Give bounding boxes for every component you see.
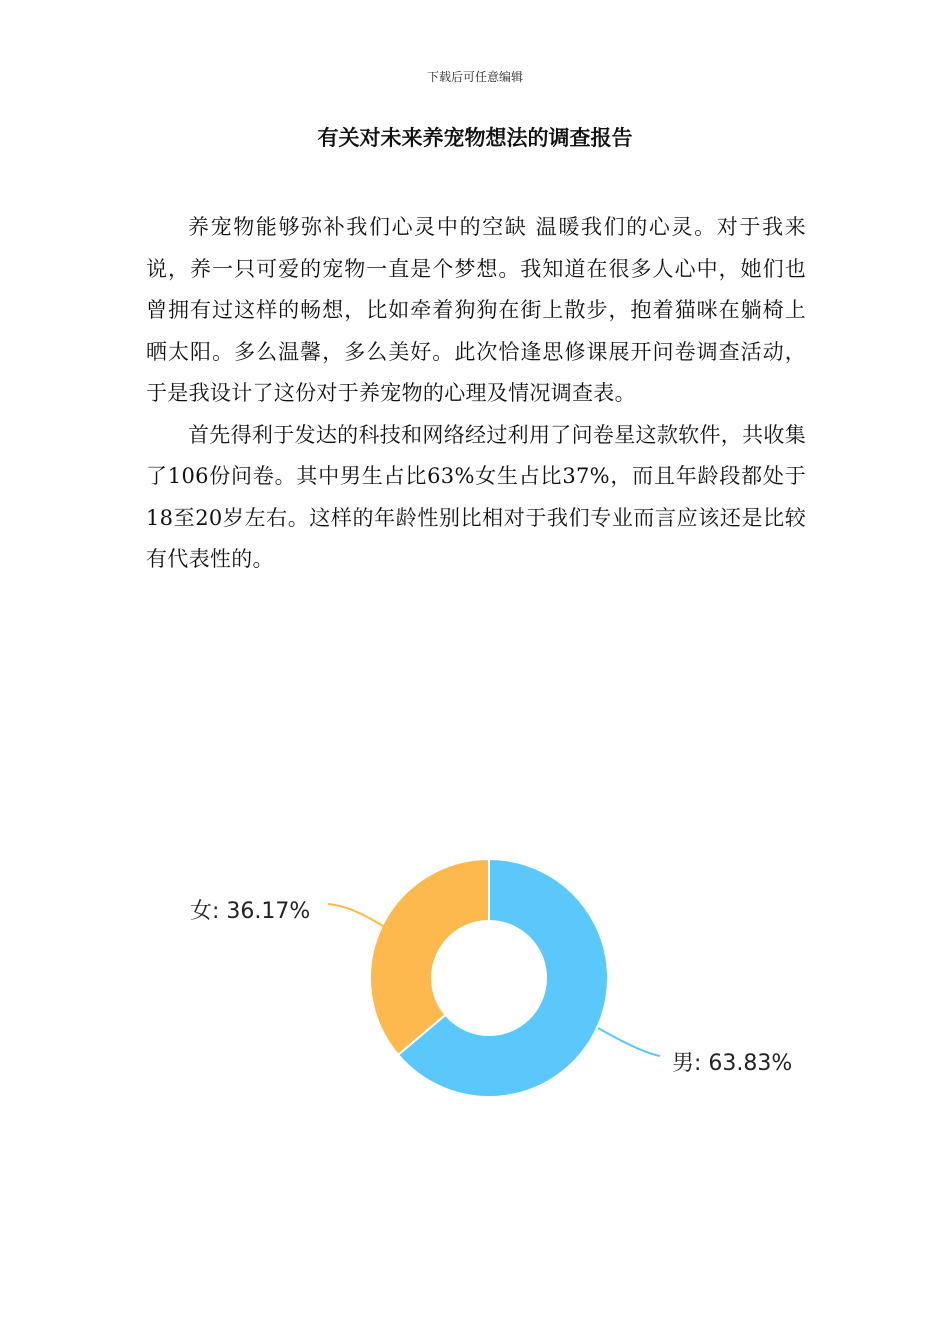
document-body [146,207,806,581]
document-title: 有关对未来养宠物想法的调查报告 [317,126,633,150]
gender-donut-chart [0,820,950,1140]
donut-slice-female [370,859,489,1055]
donut-svg [0,820,950,1140]
paragraph-intro: 养宠物能够弥补我们心灵中的空缺 温暖我们的心灵。对于我来说，养一只可爱的宠物一直是个梦想。我知道在很多人心中，她们也曾拥有过这样的畅想，比如牵着狗狗在街上散步，抱着猫咪在躺椅上晒太阳。多么温馨，多么美好。此次恰逢思修课展开问卷调查活动，于是我设计了这份对于养宠物的心理及情况调查表。 [146,215,806,405]
paragraph-survey: 首先得利于发达的科技和网络经过利用了问卷星这款软件，共收集了106份问卷。其中男生占比63%女生占比37%，而且年龄段都处于18至20岁左右。这样的年龄性别比相对于我们专业而言应该还是比较有代表性的。 [146,422,806,571]
header-note: 下载后可任意编辑 [426,70,523,84]
slice-label-male: 男: 63.83% [672,1051,793,1076]
leader-line-female [328,904,386,928]
slice-label-female: 女: 36.17% [190,899,311,924]
leader-line-male [598,1028,660,1056]
